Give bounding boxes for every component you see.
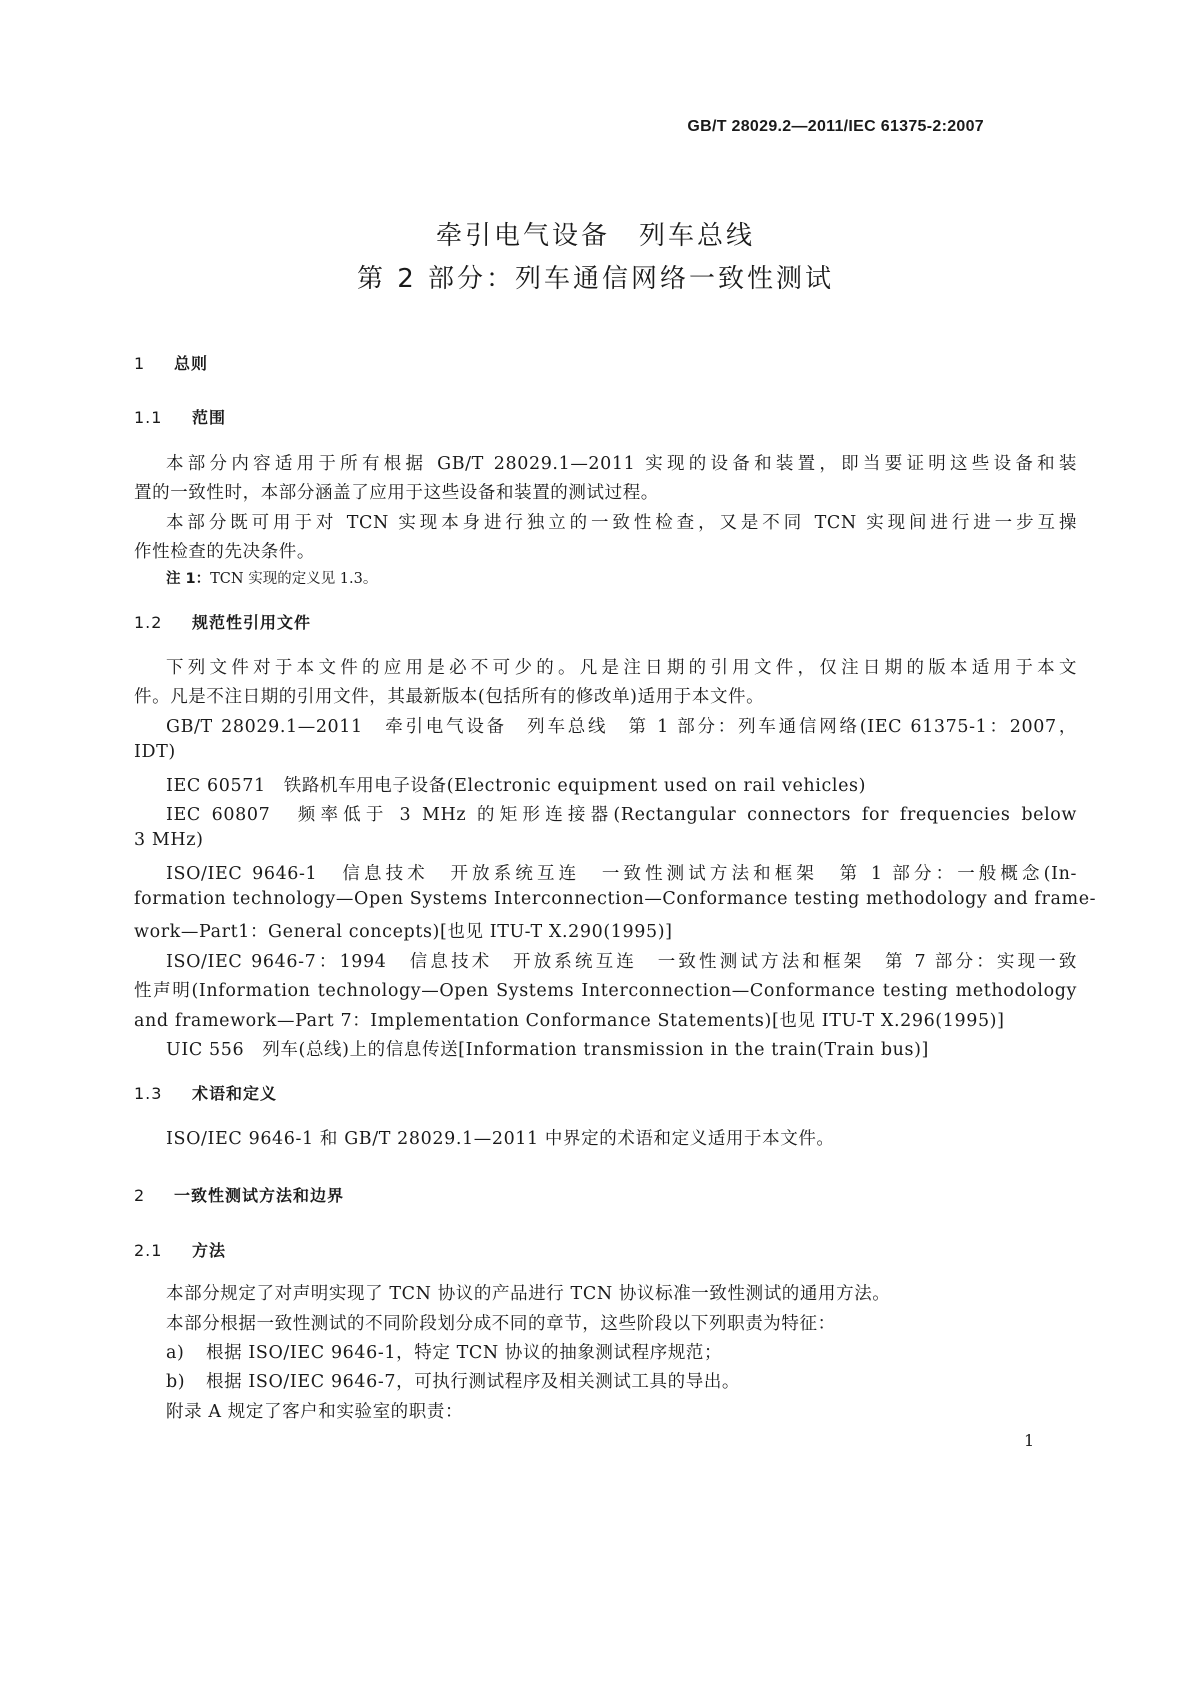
- list-label: a): [166, 1343, 185, 1363]
- list-label: b): [166, 1372, 186, 1392]
- section-number: 1: [134, 354, 146, 373]
- page-number: 1: [1024, 1431, 1035, 1450]
- reference-entry-cont: IDT): [134, 742, 176, 762]
- section-heading-1: [134, 351, 208, 374]
- section-number: 2.1: [134, 1241, 163, 1260]
- section-heading-2: [134, 1183, 344, 1206]
- reference-entry: GB/T 28029.1—2011 牵引电气设备 列车总线 第 1 部分：列车通信网络(IEC 61375-1：2007，: [166, 717, 1077, 737]
- document-title-line1: 牵引电气设备 列车总线: [435, 221, 755, 251]
- list-text: 根据 ISO/IEC 9646-1，特定 TCN 协议的抽象测试程序规范；: [206, 1343, 723, 1363]
- section-heading-1-2: [134, 610, 311, 633]
- paragraph-line: 本部分既可用于对 TCN 实现本身进行独立的一致性检查，又是不同 TCN 实现间进行进一步互操: [166, 513, 1077, 533]
- paragraph-line: 作性检查的先决条件。: [134, 542, 315, 562]
- section-heading-2-1: [134, 1238, 226, 1261]
- section-heading-1-1: [134, 405, 226, 428]
- reference-entry-cont: work—Part1：General concepts)[也见 ITU-T X.290(1995)]: [134, 922, 673, 942]
- reference-entry-cont: 3 MHz): [134, 830, 204, 850]
- section-title: 一致性测试方法和边界: [174, 1186, 345, 1205]
- document-title-line2: 第 2 部分：列车通信网络一致性测试: [356, 264, 835, 294]
- section-number: 1.1: [134, 408, 163, 427]
- reference-entry: IEC 60571 铁路机车用电子设备(Electronic equipment used on rail vehicles): [166, 776, 867, 796]
- paragraph-line: 下列文件对于本文件的应用是必不可少的。凡是注日期的引用文件，仅注日期的版本适用于本文: [166, 658, 1077, 678]
- section-title: 方法: [192, 1241, 227, 1260]
- reference-entry-cont: and framework—Part 7：Implementation Conformance Statements)[也见 ITU-T X.296(1995)]: [134, 1011, 1005, 1031]
- section-title: 规范性引用文件: [192, 613, 312, 632]
- standard-code-header: GB/T 28029.2—2011/IEC 61375-2:2007: [687, 118, 984, 135]
- section-number: 1.2: [134, 613, 163, 632]
- section-heading-1-3: [134, 1081, 277, 1104]
- list-item-b: [166, 1368, 740, 1393]
- reference-entry: IEC 60807 频率低于 3 MHz 的矩形连接器(Rectangular connectors for frequencies below: [166, 805, 1077, 825]
- section-title: 总则: [174, 354, 209, 373]
- reference-entry-cont: 性声明(Information technology—Open Systems Interconnection—Conformance testing methodology: [134, 981, 1077, 1001]
- paragraph-line: 本部分内容适用于所有根据 GB/T 28029.1—2011 实现的设备和装置，即当要证明这些设备和装: [166, 454, 1077, 474]
- reference-entry: ISO/IEC 9646-1 信息技术 开放系统互连 一致性测试方法和框架 第 1 部分：一般概念(In-: [166, 864, 1077, 884]
- note-label: 注 1：: [166, 571, 211, 587]
- reference-entry-cont: formation technology—Open Systems Interconnection—Conformance testing methodology and frame-: [134, 889, 1097, 909]
- paragraph-line: 本部分根据一致性测试的不同阶段划分成不同的章节，这些阶段以下列职责为特征：: [166, 1314, 836, 1334]
- note-text: TCN 实现的定义见 1.3。: [210, 571, 378, 587]
- section-number: 2: [134, 1186, 146, 1205]
- reference-entry: UIC 556 列车(总线)上的信息传送[Information transmission in the train(Train bus)]: [166, 1040, 929, 1060]
- section-title: 术语和定义: [192, 1084, 278, 1103]
- paragraph-line: ISO/IEC 9646-1 和 GB/T 28029.1—2011 中界定的术语和定义适用于本文件。: [166, 1129, 835, 1149]
- paragraph-line: 置的一致性时，本部分涵盖了应用于这些设备和装置的测试过程。: [134, 483, 659, 503]
- section-number: 1.3: [134, 1084, 163, 1103]
- paragraph-line: 本部分规定了对声明实现了 TCN 协议的产品进行 TCN 协议标准一致性测试的通用方法。: [166, 1284, 891, 1304]
- reference-entry: ISO/IEC 9646-7：1994 信息技术 开放系统互连 一致性测试方法和框架 第 7 部分：实现一致: [166, 952, 1077, 972]
- list-text: 根据 ISO/IEC 9646-7，可执行测试程序及相关测试工具的导出。: [206, 1372, 741, 1392]
- paragraph-line: 件。凡是不注日期的引用文件，其最新版本(包括所有的修改单)适用于本文件。: [134, 687, 765, 707]
- list-item-a: [166, 1339, 722, 1364]
- paragraph-line: 附录 A 规定了客户和实验室的职责：: [166, 1402, 464, 1422]
- note: [166, 567, 377, 588]
- section-title: 范围: [192, 408, 227, 427]
